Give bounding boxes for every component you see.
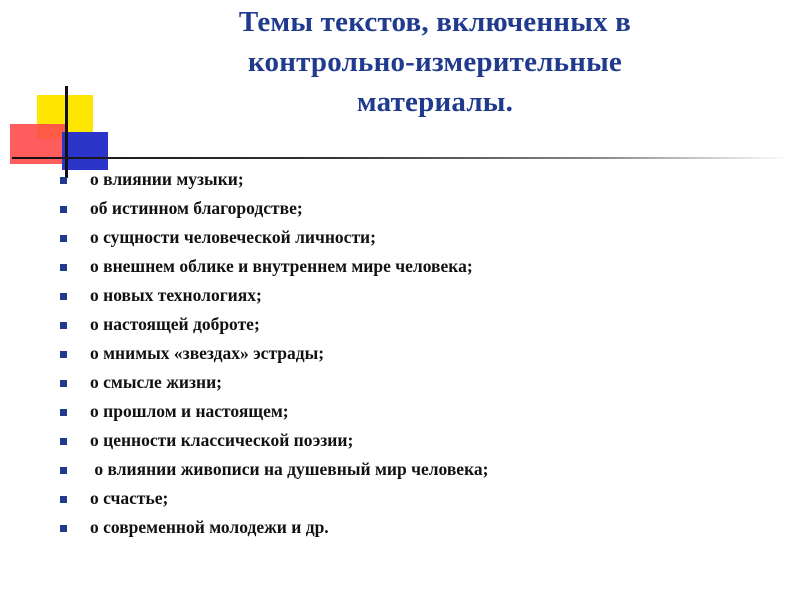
bullet-icon — [60, 264, 67, 271]
topic-text: о счастье; — [90, 488, 169, 508]
list-item — [60, 223, 488, 252]
list-item — [60, 310, 488, 339]
topic-text: о сущности человеческой личности; — [90, 227, 376, 247]
list-item — [60, 455, 488, 484]
bullet-icon — [60, 206, 67, 213]
bullet-icon — [60, 496, 67, 503]
horizontal-rule — [12, 157, 792, 159]
list-item — [60, 194, 488, 223]
list-item — [60, 252, 488, 281]
topic-text: о смысле жизни; — [90, 372, 223, 392]
bullet-icon — [60, 438, 67, 445]
topic-text: о прошлом и настоящем; — [90, 401, 289, 421]
list-item — [60, 397, 488, 426]
bullet-icon — [60, 177, 67, 184]
bullet-icon — [60, 235, 67, 242]
slide-title: Темы текстов, включенных в контрольно-измерительные материалы. — [238, 6, 632, 118]
topic-text: о современной молодежи и др. — [90, 517, 329, 537]
list-item — [60, 165, 488, 194]
bullet-icon — [60, 525, 67, 532]
bullet-icon — [60, 351, 67, 358]
bullet-icon — [60, 467, 67, 474]
topic-text: о ценности классической поэзии; — [90, 430, 354, 450]
list-item — [60, 339, 488, 368]
list-item — [60, 513, 488, 542]
topic-text: о влиянии живописи на душевный мир человека; — [90, 459, 489, 479]
topic-text: о внешнем облике и внутреннем мире человека; — [90, 256, 473, 276]
topic-text: о настоящей доброте; — [90, 314, 260, 334]
bullet-icon — [60, 409, 67, 416]
topic-text: о влиянии музыки; — [90, 169, 244, 189]
list-item — [60, 368, 488, 397]
topic-text: о новых технологиях; — [90, 285, 262, 305]
topic-list — [60, 165, 488, 542]
list-item — [60, 281, 488, 310]
bullet-icon — [60, 293, 67, 300]
topic-text: об истинном благородстве; — [90, 198, 303, 218]
list-item — [60, 426, 488, 455]
topic-text: о мнимых «звездах» эстрады; — [90, 343, 325, 363]
bullet-icon — [60, 322, 67, 329]
bullet-icon — [60, 380, 67, 387]
list-item — [60, 484, 488, 513]
